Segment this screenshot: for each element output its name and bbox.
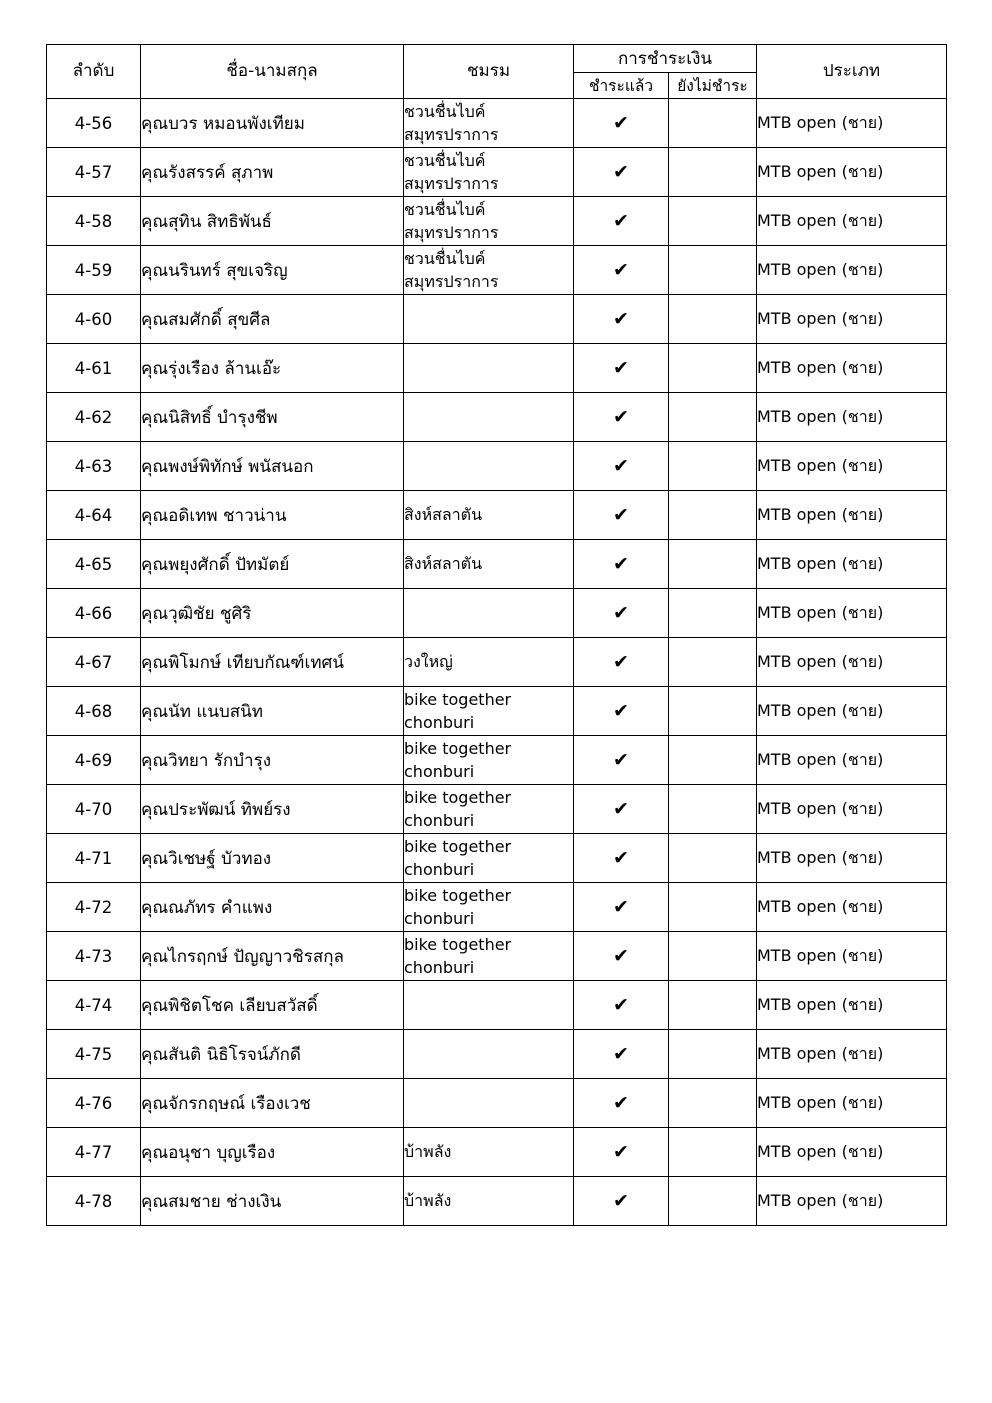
cell-name: คุณนัท แนบสนิท [141,687,404,736]
cell-club [404,148,574,197]
cell-club [404,491,574,540]
table-row [47,295,947,344]
cell-name: คุณบวร หมอนพังเทียม [141,99,404,148]
club-line-1: วงใหญ่ [404,652,453,672]
cell-no: 4-77 [47,1128,141,1177]
table-row [47,1030,947,1079]
club-line-2: chonburi [404,762,475,781]
cell-unpaid-check [669,246,757,295]
club-line-2: chonburi [404,811,475,830]
club-line-2: chonburi [404,909,475,928]
cell-name: คุณสันติ นิธิโรจน์ภักดี [141,1030,404,1079]
cell-club [404,932,574,981]
club-line-1: ชวนชื่นไบค์ [404,248,486,268]
cell-no: 4-58 [47,197,141,246]
check-icon: ✔ [613,1042,629,1065]
check-icon: ✔ [613,699,629,722]
cell-club [404,295,574,344]
club-line-2: chonburi [404,713,475,732]
cell-name: คุณสมชาย ช่างเงิน [141,1177,404,1226]
cell-paid-check [574,295,669,344]
cell-name: คุณจักรกฤษณ์ เรืองเวช [141,1079,404,1128]
cell-club [404,834,574,883]
cell-paid-check [574,540,669,589]
table-row [47,442,947,491]
cell-no: 4-71 [47,834,141,883]
club-line-2: สมุทรปราการ [404,272,499,291]
table-row [47,932,947,981]
cell-paid-check [574,197,669,246]
cell-unpaid-check [669,736,757,785]
header-type: ประเภท [757,45,947,99]
table-row [47,1079,947,1128]
cell-unpaid-check [669,1079,757,1128]
registration-table [46,44,947,1226]
club-line-1: bike together [404,738,512,758]
cell-no: 4-64 [47,491,141,540]
cell-type: MTB open (ชาย) [757,883,947,932]
cell-paid-check [574,883,669,932]
cell-club [404,981,574,1030]
club-line-1: บ้าพลัง [404,1142,452,1162]
cell-no: 4-70 [47,785,141,834]
check-icon: ✔ [613,503,629,526]
header-row-top [47,45,947,73]
cell-club [404,344,574,393]
cell-name: คุณพิโมกษ์ เทียบกัณฑ์เทศน์ [141,638,404,687]
club-line-2: สมุทรปราการ [404,223,499,242]
cell-no: 4-69 [47,736,141,785]
cell-unpaid-check [669,785,757,834]
check-icon: ✔ [613,601,629,624]
cell-club [404,393,574,442]
cell-paid-check [574,834,669,883]
check-icon: ✔ [613,258,629,281]
cell-club [404,638,574,687]
cell-unpaid-check [669,344,757,393]
check-icon: ✔ [613,160,629,183]
cell-name: คุณไกรฤกษ์ ปัญญาวชิรสกุล [141,932,404,981]
check-icon: ✔ [613,454,629,477]
cell-no: 4-68 [47,687,141,736]
table-row [47,99,947,148]
cell-no: 4-73 [47,932,141,981]
check-icon: ✔ [613,111,629,134]
cell-type: MTB open (ชาย) [757,295,947,344]
cell-paid-check [574,148,669,197]
check-icon: ✔ [613,356,629,379]
table-row [47,148,947,197]
cell-no: 4-76 [47,1079,141,1128]
cell-type: MTB open (ชาย) [757,981,947,1030]
check-icon: ✔ [613,1091,629,1114]
cell-type: MTB open (ชาย) [757,736,947,785]
club-line-2: สมุทรปราการ [404,125,499,144]
cell-no: 4-62 [47,393,141,442]
check-icon: ✔ [613,748,629,771]
cell-name: คุณสมศักดิ์ สุขศีล [141,295,404,344]
header-no: ลำดับ [47,45,141,99]
cell-unpaid-check [669,932,757,981]
header-payment-group: การชำระเงิน [574,45,757,73]
club-line-1: บ้าพลัง [404,1191,452,1211]
cell-unpaid-check [669,883,757,932]
cell-type: MTB open (ชาย) [757,540,947,589]
cell-no: 4-66 [47,589,141,638]
club-line-2: chonburi [404,860,475,879]
cell-type: MTB open (ชาย) [757,99,947,148]
cell-club [404,540,574,589]
header-unpaid: ยังไม่ชำระ [669,73,757,99]
cell-type: MTB open (ชาย) [757,1177,947,1226]
cell-type: MTB open (ชาย) [757,246,947,295]
cell-paid-check [574,981,669,1030]
cell-club [404,1177,574,1226]
cell-type: MTB open (ชาย) [757,491,947,540]
table-row [47,393,947,442]
cell-no: 4-60 [47,295,141,344]
table-row [47,883,947,932]
cell-club [404,246,574,295]
cell-unpaid-check [669,99,757,148]
cell-no: 4-57 [47,148,141,197]
cell-name: คุณวุฒิชัย ชูศิริ [141,589,404,638]
cell-unpaid-check [669,442,757,491]
check-icon: ✔ [613,993,629,1016]
table-row [47,687,947,736]
club-line-1: ชวนชื่นไบค์ [404,101,486,121]
cell-type: MTB open (ชาย) [757,589,947,638]
cell-club [404,99,574,148]
cell-name: คุณณภัทร คำแพง [141,883,404,932]
table-row [47,344,947,393]
club-line-1: bike together [404,787,512,807]
cell-no: 4-74 [47,981,141,1030]
club-line-1: ชวนชื่นไบค์ [404,199,486,219]
cell-no: 4-75 [47,1030,141,1079]
cell-no: 4-67 [47,638,141,687]
cell-type: MTB open (ชาย) [757,1128,947,1177]
cell-no: 4-78 [47,1177,141,1226]
cell-unpaid-check [669,1128,757,1177]
cell-name: คุณนิสิทธิ์ บำรุงชีพ [141,393,404,442]
cell-name: คุณรุ่งเรือง ล้านเอ๊ะ [141,344,404,393]
cell-unpaid-check [669,197,757,246]
cell-name: คุณนรินทร์ สุขเจริญ [141,246,404,295]
cell-unpaid-check [669,491,757,540]
club-line-1: สิงห์สลาตัน [404,554,483,574]
cell-no: 4-59 [47,246,141,295]
club-line-1: bike together [404,885,512,905]
cell-type: MTB open (ชาย) [757,785,947,834]
cell-unpaid-check [669,295,757,344]
check-icon: ✔ [613,307,629,330]
table-row [47,638,947,687]
cell-paid-check [574,491,669,540]
cell-unpaid-check [669,393,757,442]
cell-club [404,197,574,246]
cell-paid-check [574,1030,669,1079]
header-paid: ชำระแล้ว [574,73,669,99]
cell-type: MTB open (ชาย) [757,344,947,393]
check-icon: ✔ [613,797,629,820]
cell-club [404,1079,574,1128]
cell-paid-check [574,638,669,687]
club-line-2: สมุทรปราการ [404,174,499,193]
cell-name: คุณอนุชา บุญเรือง [141,1128,404,1177]
cell-no: 4-56 [47,99,141,148]
cell-type: MTB open (ชาย) [757,932,947,981]
table-body [47,99,947,1226]
cell-unpaid-check [669,1177,757,1226]
cell-paid-check [574,687,669,736]
cell-paid-check [574,1128,669,1177]
cell-name: คุณพยุงศักดิ์ ปัทมัตย์ [141,540,404,589]
cell-type: MTB open (ชาย) [757,687,947,736]
cell-unpaid-check [669,981,757,1030]
cell-unpaid-check [669,540,757,589]
check-icon: ✔ [613,405,629,428]
cell-name: คุณสุทิน สิทธิพันธ์ [141,197,404,246]
check-icon: ✔ [613,209,629,232]
table-row [47,491,947,540]
cell-type: MTB open (ชาย) [757,638,947,687]
cell-type: MTB open (ชาย) [757,393,947,442]
cell-club [404,785,574,834]
cell-paid-check [574,246,669,295]
cell-type: MTB open (ชาย) [757,1030,947,1079]
cell-name: คุณวิเชษฐ์ บัวทอง [141,834,404,883]
cell-club [404,736,574,785]
cell-paid-check [574,736,669,785]
header-club: ชมรม [404,45,574,99]
check-icon: ✔ [613,944,629,967]
cell-unpaid-check [669,148,757,197]
cell-no: 4-63 [47,442,141,491]
table-row [47,981,947,1030]
cell-unpaid-check [669,589,757,638]
check-icon: ✔ [613,650,629,673]
cell-club [404,1128,574,1177]
cell-paid-check [574,442,669,491]
cell-club [404,589,574,638]
cell-paid-check [574,1079,669,1128]
cell-paid-check [574,99,669,148]
cell-type: MTB open (ชาย) [757,148,947,197]
check-icon: ✔ [613,846,629,869]
cell-paid-check [574,393,669,442]
table-row [47,197,947,246]
check-icon: ✔ [613,1140,629,1163]
club-line-1: bike together [404,689,512,709]
check-icon: ✔ [613,552,629,575]
table-header [47,45,947,99]
cell-club [404,1030,574,1079]
cell-paid-check [574,344,669,393]
cell-name: คุณประพัฒน์ ทิพย์รง [141,785,404,834]
header-name: ชื่อ-นามสกุล [141,45,404,99]
cell-no: 4-72 [47,883,141,932]
cell-unpaid-check [669,1030,757,1079]
table-row [47,246,947,295]
table-row [47,1128,947,1177]
cell-no: 4-65 [47,540,141,589]
cell-no: 4-61 [47,344,141,393]
cell-unpaid-check [669,638,757,687]
table-row [47,589,947,638]
table-row [47,736,947,785]
cell-club [404,883,574,932]
check-icon: ✔ [613,895,629,918]
cell-paid-check [574,589,669,638]
table-row [47,540,947,589]
cell-paid-check [574,785,669,834]
cell-unpaid-check [669,687,757,736]
table-row [47,785,947,834]
club-line-1: bike together [404,836,512,856]
club-line-1: สิงห์สลาตัน [404,505,483,525]
cell-type: MTB open (ชาย) [757,197,947,246]
cell-unpaid-check [669,834,757,883]
table-row [47,1177,947,1226]
cell-type: MTB open (ชาย) [757,1079,947,1128]
cell-name: คุณรังสรรค์ สุภาพ [141,148,404,197]
cell-paid-check [574,1177,669,1226]
cell-name: คุณอดิเทพ ชาวน่าน [141,491,404,540]
table-row [47,834,947,883]
cell-type: MTB open (ชาย) [757,442,947,491]
cell-type: MTB open (ชาย) [757,834,947,883]
club-line-2: chonburi [404,958,475,977]
check-icon: ✔ [613,1189,629,1212]
cell-paid-check [574,932,669,981]
cell-name: คุณพิชิตโชค เลียบสวัสดิ์ [141,981,404,1030]
cell-club [404,442,574,491]
club-line-1: ชวนชื่นไบค์ [404,150,486,170]
cell-name: คุณพงษ์พิทักษ์ พนัสนอก [141,442,404,491]
cell-club [404,687,574,736]
cell-name: คุณวิทยา รักบำรุง [141,736,404,785]
club-line-1: bike together [404,934,512,954]
